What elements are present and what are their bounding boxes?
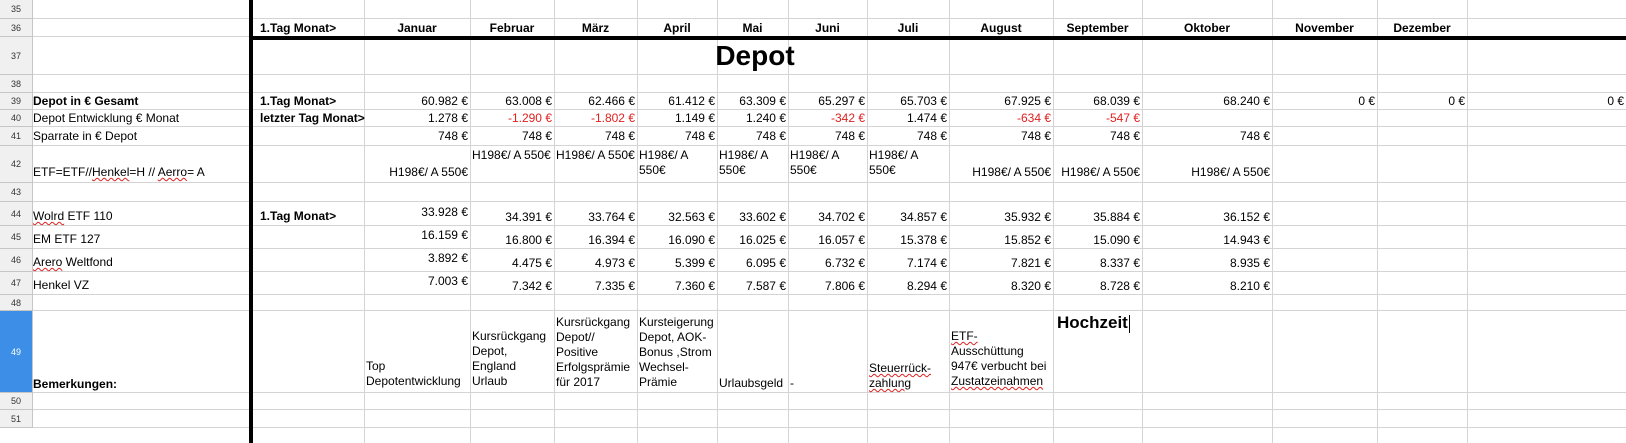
month-header-januar[interactable]: Januar xyxy=(397,21,437,35)
row-header[interactable]: 42 xyxy=(0,146,33,183)
arero-februar[interactable]: 4.475 € xyxy=(511,256,552,270)
row-header[interactable]: 43 xyxy=(0,183,33,202)
row-divider xyxy=(0,18,1626,19)
henkel-september[interactable]: 8.728 € xyxy=(1099,279,1140,293)
month-header-juli[interactable]: Juli xyxy=(897,21,919,35)
sparrate-oktober[interactable]: 748 € xyxy=(1239,129,1270,143)
row-header[interactable]: 50 xyxy=(0,393,33,410)
arero-juli[interactable]: 7.174 € xyxy=(906,256,947,270)
depot-gesamt-oktober[interactable]: 68.240 € xyxy=(1223,94,1270,108)
henkel-august[interactable]: 8.320 € xyxy=(1010,279,1051,293)
row-header-selected[interactable]: 49 xyxy=(0,311,33,393)
row-divider xyxy=(0,182,1626,183)
arero-mai[interactable]: 6.095 € xyxy=(745,256,786,270)
month-header-september[interactable]: September xyxy=(1066,21,1129,35)
entwicklung-juli[interactable]: 1.474 € xyxy=(906,111,947,125)
world-etf-april[interactable]: 32.563 € xyxy=(668,210,715,224)
sub-label-first-day[interactable]: 1.Tag Monat> xyxy=(260,94,337,108)
arero-april[interactable]: 5.399 € xyxy=(674,256,715,270)
thick-border-horizontal xyxy=(249,36,1626,40)
note-part: Zustatzeinahmen xyxy=(951,374,1044,388)
note-mai[interactable]: Urlaubsgeld xyxy=(719,376,784,390)
world-etf-januar[interactable]: 33.928 € xyxy=(421,205,468,219)
em-etf-februar[interactable]: 16.800 € xyxy=(505,233,552,247)
label-part-wolrd: Wolrd xyxy=(33,209,65,223)
etf-split-august[interactable]: H198€/ A 550€ xyxy=(972,165,1051,179)
column-divider xyxy=(1377,0,1378,443)
month-header-oktober[interactable]: Oktober xyxy=(1183,21,1230,35)
henkel-april[interactable]: 7.360 € xyxy=(674,279,715,293)
entwicklung-januar[interactable]: 1.278 € xyxy=(427,111,468,125)
etf-split-oktober[interactable]: H198€/ A 550€ xyxy=(1191,165,1270,179)
row-header[interactable]: 46 xyxy=(0,249,33,272)
henkel-mai[interactable]: 7.587 € xyxy=(745,279,786,293)
arero-maerz[interactable]: 4.973 € xyxy=(594,256,635,270)
em-etf-juni[interactable]: 16.057 € xyxy=(818,233,865,247)
month-header-dezember[interactable]: Dezember xyxy=(1393,21,1451,35)
note-juni[interactable]: - xyxy=(790,376,794,390)
note-juli[interactable] xyxy=(867,361,949,391)
arero-juni[interactable]: 6.732 € xyxy=(824,256,865,270)
row-divider xyxy=(0,126,1626,127)
etf-split-mai[interactable]: H198€/ A 550€ xyxy=(719,148,768,177)
world-etf-august[interactable]: 35.932 € xyxy=(1004,210,1051,224)
note-januar[interactable]: Top Depotentwicklung xyxy=(366,359,461,388)
depot-gesamt-august[interactable]: 67.925 € xyxy=(1004,94,1051,108)
label-henkel[interactable]: Henkel VZ xyxy=(33,278,90,292)
note-part: 947€ verbucht bei xyxy=(951,359,1047,373)
label-bemerkungen[interactable]: Bemerkungen: xyxy=(33,377,118,391)
label-part-henkel: Henkel xyxy=(92,165,130,179)
world-etf-juli[interactable]: 34.857 € xyxy=(900,210,947,224)
sparrate-mai[interactable]: 748 € xyxy=(755,129,786,143)
sparrate-september[interactable]: 748 € xyxy=(1109,129,1140,143)
etf-split-januar[interactable]: H198€/ A 550€ xyxy=(389,165,468,179)
etf-split-september[interactable]: H198€/ A 550€ xyxy=(1061,165,1140,179)
world-etf-maerz[interactable]: 33.764 € xyxy=(588,210,635,224)
entwicklung-april[interactable]: 1.149 € xyxy=(674,111,715,125)
row-header[interactable]: 48 xyxy=(0,295,33,311)
sub-label-last-day[interactable]: letzter Tag Monat> xyxy=(260,111,365,125)
note-part: Ausschüttung xyxy=(951,344,1024,358)
entwicklung-juni[interactable]: -342 € xyxy=(830,111,865,125)
note-part: Steuerrück- xyxy=(869,361,932,375)
entwicklung-februar[interactable]: -1.290 € xyxy=(507,111,552,125)
note-part: ETF- xyxy=(951,329,978,343)
label-part-aerro: Aerro xyxy=(157,165,188,179)
depot-gesamt-juni[interactable]: 65.297 € xyxy=(818,94,865,108)
sparrate-april[interactable]: 748 € xyxy=(684,129,715,143)
sparrate-maerz[interactable]: 748 € xyxy=(604,129,635,143)
month-header-maerz[interactable]: März xyxy=(581,21,610,35)
label-depot-gesamt[interactable]: Depot in € Gesamt xyxy=(33,94,139,108)
note-april[interactable]: Kursteigerung Depot, AOK-Bonus ,Strom Wechsel-Prämie xyxy=(639,315,714,389)
row-header[interactable]: 51 xyxy=(0,410,33,428)
world-etf-mai[interactable]: 33.602 € xyxy=(739,210,786,224)
label-part-arero: Arero xyxy=(33,255,63,269)
note-august[interactable] xyxy=(949,329,1053,389)
henkel-oktober[interactable]: 8.210 € xyxy=(1229,279,1270,293)
em-etf-mai[interactable]: 16.025 € xyxy=(739,233,786,247)
depot-gesamt-september[interactable]: 68.039 € xyxy=(1093,94,1140,108)
em-etf-oktober[interactable]: 14.943 € xyxy=(1223,233,1270,247)
depot-gesamt-dezember[interactable]: 0 € xyxy=(1448,94,1465,108)
depot-gesamt-januar[interactable]: 60.982 € xyxy=(421,94,468,108)
etf-split-april[interactable]: H198€/ A 550€ xyxy=(639,148,688,177)
arero-september[interactable]: 8.337 € xyxy=(1099,256,1140,270)
month-header-april[interactable]: April xyxy=(663,21,691,35)
row-header[interactable]: 40 xyxy=(0,110,33,127)
row-header[interactable]: 38 xyxy=(0,75,33,93)
depot-gesamt-mai[interactable]: 63.309 € xyxy=(739,94,786,108)
row-header[interactable]: 47 xyxy=(0,272,33,295)
note-maerz[interactable]: Kursrückgang Depot// Positive Erfolgsprämie für 2017 xyxy=(556,315,631,389)
row-divider xyxy=(0,201,1626,202)
column-divider xyxy=(1467,0,1468,443)
month-header-november[interactable]: November xyxy=(1295,21,1354,35)
month-header-august[interactable]: August xyxy=(980,21,1022,35)
depot-gesamt-juli[interactable]: 65.703 € xyxy=(900,94,947,108)
sparrate-august[interactable]: 748 € xyxy=(1020,129,1051,143)
henkel-juni[interactable]: 7.806 € xyxy=(824,279,865,293)
text-cursor xyxy=(1129,315,1130,333)
column-divider xyxy=(1272,0,1273,443)
sparrate-juli[interactable]: 748 € xyxy=(916,129,947,143)
row-divider xyxy=(0,248,1626,249)
row-divider xyxy=(0,310,1626,311)
row-divider xyxy=(0,109,1626,110)
label-depot-entwicklung[interactable]: Depot Entwicklung € Monat xyxy=(33,111,180,125)
world-etf-februar[interactable]: 34.391 € xyxy=(505,210,552,224)
month-header-mai[interactable]: Mai xyxy=(742,21,763,35)
label-part: ETF=ETF// xyxy=(33,165,93,179)
arero-august[interactable]: 7.821 € xyxy=(1010,256,1051,270)
row-header[interactable]: 39 xyxy=(0,93,33,110)
arero-januar[interactable]: 3.892 € xyxy=(427,251,468,265)
em-etf-juli[interactable]: 15.378 € xyxy=(900,233,947,247)
sparrate-juni[interactable]: 748 € xyxy=(834,129,865,143)
henkel-januar[interactable]: 7.003 € xyxy=(427,274,468,288)
sparrate-februar[interactable]: 748 € xyxy=(521,129,552,143)
row-divider xyxy=(0,225,1626,226)
em-etf-august[interactable]: 15.852 € xyxy=(1004,233,1051,247)
depot-gesamt-maerz[interactable]: 62.466 € xyxy=(588,94,635,108)
etf-split-juli[interactable]: H198€/ A 550€ xyxy=(869,148,918,177)
em-etf-april[interactable]: 16.090 € xyxy=(668,233,715,247)
row-divider xyxy=(0,92,1626,93)
row-divider xyxy=(0,74,1626,75)
note-september-editing[interactable] xyxy=(1055,313,1175,333)
depot-gesamt-februar[interactable]: 63.008 € xyxy=(505,94,552,108)
henkel-juli[interactable]: 8.294 € xyxy=(906,279,947,293)
label-part: ETF 110 xyxy=(64,209,113,223)
note-februar[interactable]: Kursrückgang Depot, England Urlaub xyxy=(472,329,547,388)
note-text: Hochzeit xyxy=(1057,313,1128,332)
row-divider xyxy=(0,409,1626,410)
entwicklung-maerz[interactable]: -1.802 € xyxy=(590,111,635,125)
thick-border-vertical xyxy=(249,0,253,443)
label-part: Weltfond xyxy=(62,255,113,269)
entwicklung-september[interactable]: -547 € xyxy=(1105,111,1140,125)
row-divider xyxy=(0,271,1626,272)
etf-split-juni[interactable]: H198€/ A 550€ xyxy=(790,148,839,177)
depot-gesamt-total[interactable]: 0 € xyxy=(1607,94,1624,108)
em-etf-januar[interactable]: 16.159 € xyxy=(421,228,468,242)
row-divider xyxy=(0,427,1626,428)
world-etf-oktober[interactable]: 36.152 € xyxy=(1223,210,1270,224)
world-etf-juni[interactable]: 34.702 € xyxy=(818,210,865,224)
row-divider xyxy=(0,145,1626,146)
henkel-februar[interactable]: 7.342 € xyxy=(511,279,552,293)
henkel-maerz[interactable]: 7.335 € xyxy=(594,279,635,293)
row-divider xyxy=(0,392,1626,393)
label-sparrate[interactable]: Sparrate in € Depot xyxy=(33,129,138,143)
entwicklung-mai[interactable]: 1.240 € xyxy=(745,111,786,125)
sub-label-first-day-2[interactable]: 1.Tag Monat> xyxy=(260,209,337,223)
month-header-februar[interactable]: Februar xyxy=(489,21,535,35)
label-etf-split[interactable] xyxy=(31,165,207,179)
sheet-title[interactable]: Depot xyxy=(715,40,795,71)
label-em-etf[interactable]: EM ETF 127 xyxy=(33,232,101,246)
row-divider xyxy=(0,294,1626,295)
etf-split-maerz[interactable]: H198€/ A 550€ xyxy=(556,148,635,162)
row-header[interactable]: 44 xyxy=(0,202,33,226)
month-prefix-label[interactable]: 1.Tag Monat> xyxy=(260,21,337,35)
row-header[interactable]: 41 xyxy=(0,127,33,146)
arero-oktober[interactable]: 8.935 € xyxy=(1229,256,1270,270)
row-header[interactable]: 45 xyxy=(0,226,33,249)
month-header-juni[interactable]: Juni xyxy=(815,21,840,35)
entwicklung-august[interactable]: -634 € xyxy=(1016,111,1051,125)
etf-split-februar[interactable]: H198€/ A 550€ xyxy=(472,148,551,162)
label-part: = A xyxy=(187,165,205,179)
label-arero[interactable] xyxy=(31,255,115,269)
row-header[interactable]: 35 xyxy=(0,0,33,19)
world-etf-september[interactable]: 35.884 € xyxy=(1093,210,1140,224)
note-part: zahlung xyxy=(869,376,912,390)
sparrate-januar[interactable]: 748 € xyxy=(437,129,468,143)
row-header[interactable]: 37 xyxy=(0,37,33,75)
label-part: =H // xyxy=(129,165,158,179)
row-header[interactable]: 36 xyxy=(0,19,33,37)
depot-gesamt-april[interactable]: 61.412 € xyxy=(668,94,715,108)
em-etf-september[interactable]: 15.090 € xyxy=(1093,233,1140,247)
label-world-etf[interactable] xyxy=(31,209,115,223)
em-etf-maerz[interactable]: 16.394 € xyxy=(588,233,635,247)
depot-gesamt-november[interactable]: 0 € xyxy=(1358,94,1375,108)
